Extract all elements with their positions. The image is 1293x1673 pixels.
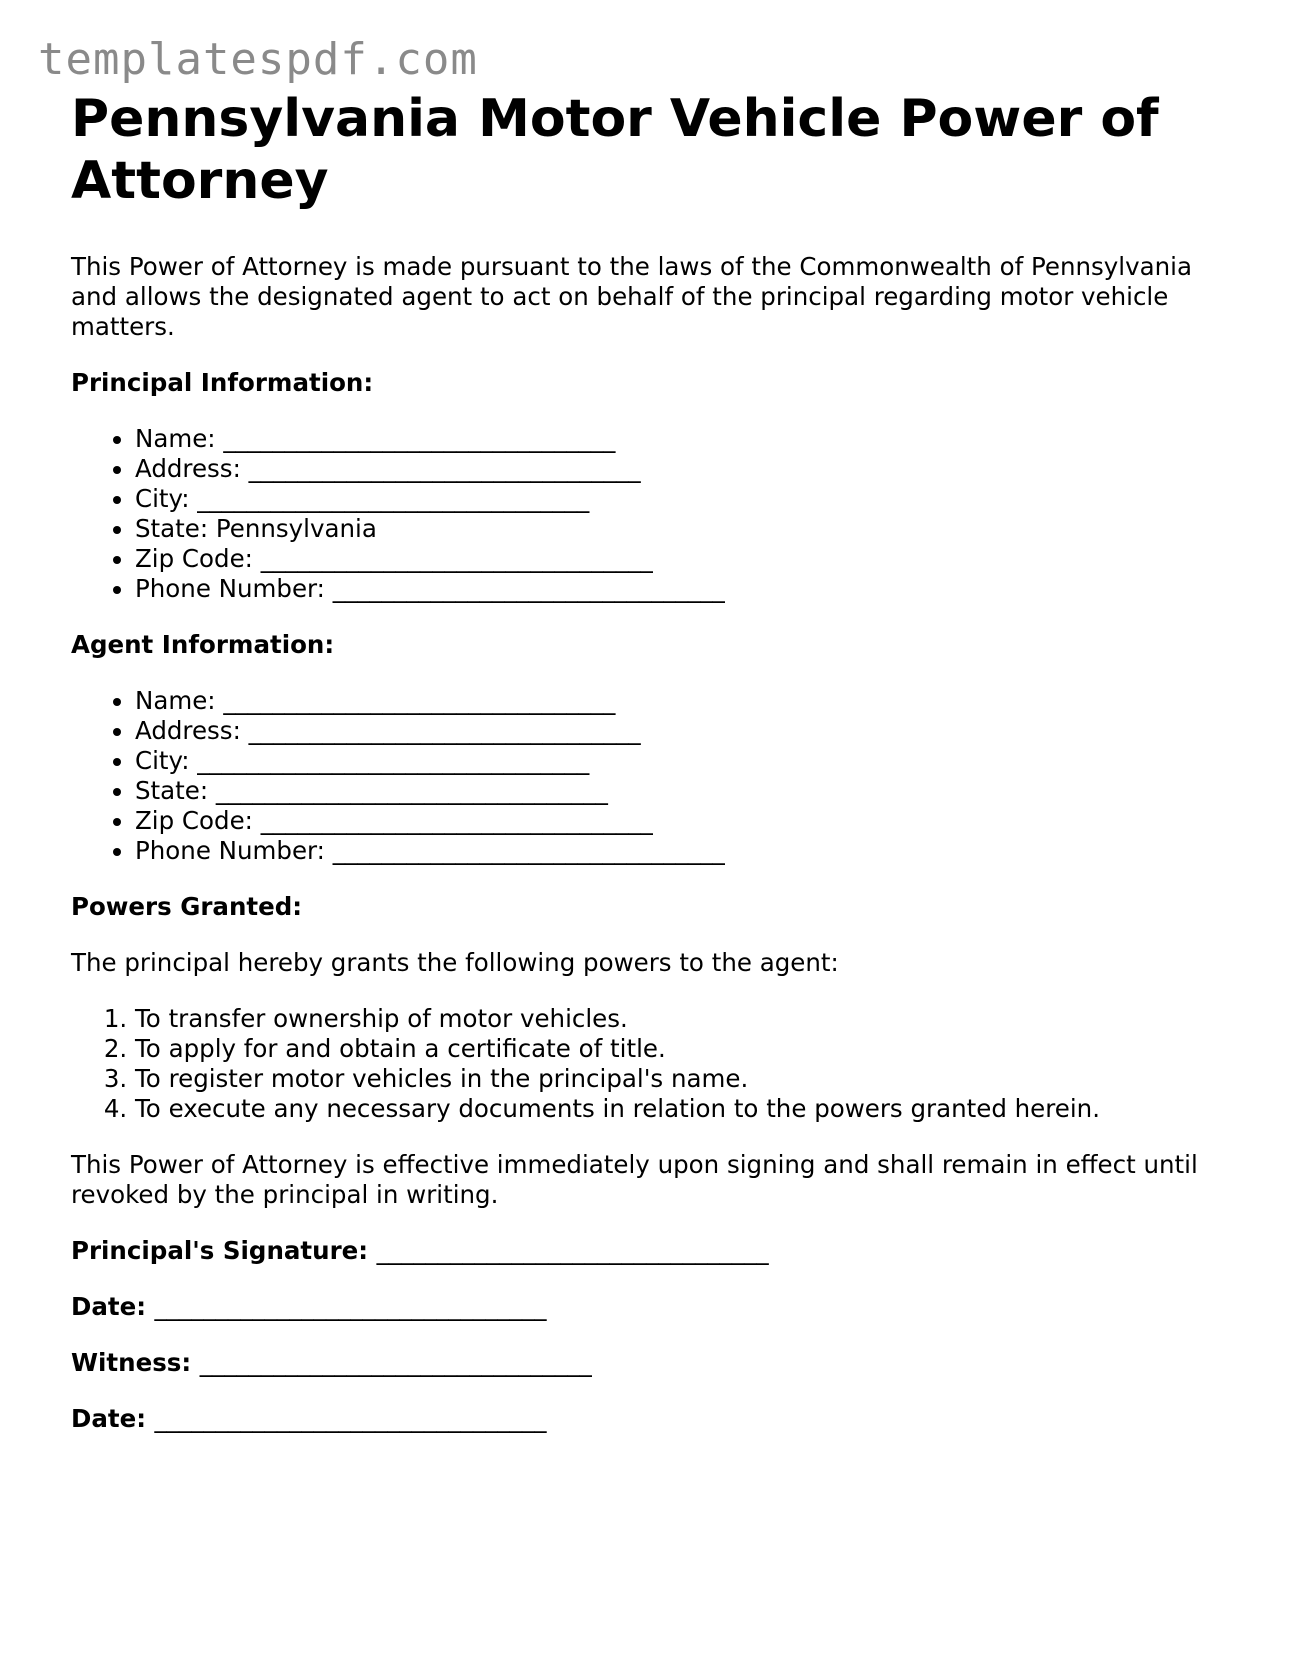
power-item: 3. To register motor vehicles in the principal's name. <box>135 1064 1221 1094</box>
date-line-1 <box>71 1292 1221 1322</box>
intro-paragraph: This Power of Attorney is made pursuant to the laws of the Commonwealth of Pennsylvania and allows the designated agent to act on behalf of the principal regarding motor vehicle matters. <box>71 252 1192 341</box>
principal-zip-field: • Zip Code: ________________________________ <box>135 544 1221 574</box>
effective-paragraph: This Power of Attorney is effective immediately upon signing and shall remain in effect until revoked by the principal in writing. <box>71 1150 1198 1209</box>
watermark: templatespdf.com <box>38 34 478 85</box>
power-item: 4. To execute any necessary documents in relation to the powers granted herein. <box>135 1094 1221 1124</box>
agent-zip-field: • Zip Code: ________________________________ <box>135 806 1221 836</box>
principal-signature-blank: ________________________________ <box>376 1236 769 1265</box>
power-item: 1. To transfer ownership of motor vehicles. <box>135 1004 1221 1034</box>
witness-label: Witness: <box>71 1348 192 1377</box>
principal-address-field: • Address: ________________________________ <box>135 454 1221 484</box>
witness-line <box>71 1348 1221 1378</box>
power-item: 2. To apply for and obtain a certificate of title. <box>135 1034 1221 1064</box>
date-label-1: Date: <box>71 1292 146 1321</box>
agent-state-field: • State: ________________________________ <box>135 776 1221 806</box>
principal-phone-field: • Phone Number: ________________________________ <box>135 574 1221 604</box>
date-blank-1: ________________________________ <box>154 1292 547 1321</box>
date-line-2 <box>71 1404 1221 1434</box>
agent-name-field: • Name: ________________________________ <box>135 686 1221 716</box>
agent-city-field: • City: ________________________________ <box>135 746 1221 776</box>
witness-blank: ________________________________ <box>199 1348 592 1377</box>
principal-heading: Principal Information: <box>71 368 374 397</box>
document-page <box>71 88 1221 1434</box>
powers-list <box>71 1004 1221 1124</box>
principal-signature-label: Principal's Signature: <box>71 1236 369 1265</box>
date-blank-2: ________________________________ <box>154 1404 547 1433</box>
powers-heading: Powers Granted: <box>71 892 303 921</box>
powers-intro: The principal hereby grants the following powers to the agent: <box>71 948 839 977</box>
document-title: Pennsylvania Motor Vehicle Power of Attorney <box>71 89 1159 211</box>
agent-heading: Agent Information: <box>71 630 335 659</box>
date-label-2: Date: <box>71 1404 146 1433</box>
principal-signature-line <box>71 1236 1221 1266</box>
principal-fields-list <box>71 424 1221 604</box>
agent-address-field: • Address: ________________________________ <box>135 716 1221 746</box>
agent-fields-list <box>71 686 1221 866</box>
principal-city-field: • City: ________________________________ <box>135 484 1221 514</box>
principal-name-field: • Name: ________________________________ <box>135 424 1221 454</box>
agent-phone-field: • Phone Number: ________________________________ <box>135 836 1221 866</box>
principal-state-field: • State: Pennsylvania <box>135 514 1221 544</box>
